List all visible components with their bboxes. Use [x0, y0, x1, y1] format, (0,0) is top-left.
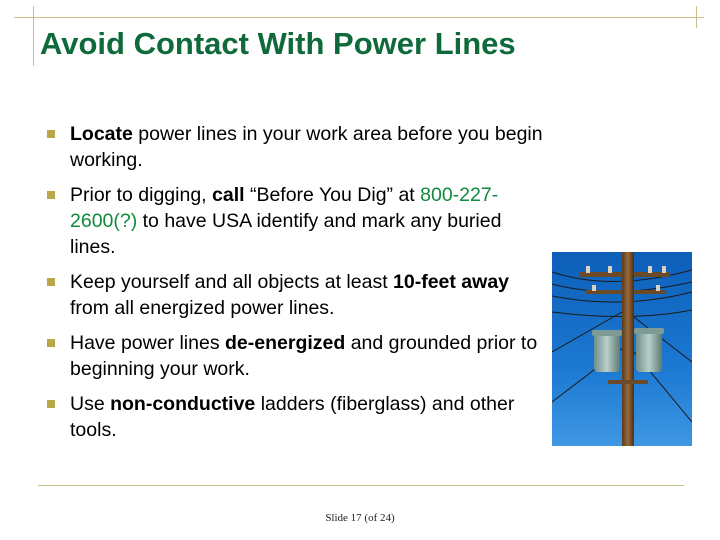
phone-number: 800-227-2600(?)	[70, 184, 499, 232]
bullet-text: from all energized power lines.	[70, 297, 335, 319]
bullet-text: Use	[70, 393, 111, 415]
bullet-text: Keep yourself and all objects at least	[70, 271, 394, 293]
bullet-emphasis: Locate	[70, 123, 133, 145]
bullet-text: Prior to digging,	[70, 184, 212, 206]
bullet-item	[45, 330, 545, 382]
bullet-list	[45, 121, 545, 452]
bullet-text: “Before You Dig” at	[244, 184, 421, 206]
bullet-text: power lines in your work area before you begin working.	[70, 123, 543, 171]
frame-bottom-line	[38, 485, 684, 486]
bullet-item	[45, 121, 545, 173]
bullet-emphasis: call	[212, 184, 245, 206]
frame-corner-tick	[696, 6, 697, 28]
frame-top-line	[14, 17, 704, 18]
slide-number: Slide 17 (of 24)	[325, 512, 395, 524]
bullet-emphasis: de-energized	[225, 332, 346, 354]
bullet-square-icon	[47, 400, 55, 408]
bullet-text: to have USA identify and mark any buried lines.	[70, 210, 502, 258]
bullet-text: ladders (fiberglass) and other tools.	[70, 393, 515, 441]
slide-title: Avoid Contact With Power Lines	[40, 26, 516, 61]
bullet-square-icon	[47, 339, 55, 347]
bullet-item	[45, 269, 545, 321]
bullet-item	[45, 182, 545, 260]
bullet-square-icon	[47, 278, 55, 286]
bullet-text: Have power lines	[70, 332, 225, 354]
bullet-text: and grounded prior to beginning your work.	[70, 332, 538, 380]
frame-left-line	[33, 6, 34, 66]
bullet-square-icon	[47, 191, 55, 199]
utility-pole-photo	[552, 252, 692, 446]
bullet-emphasis: 10-feet away	[393, 271, 510, 293]
utility-pole-icon	[552, 252, 692, 446]
bullet-emphasis: non-conductive	[110, 393, 256, 415]
bullet-item	[45, 391, 545, 443]
bullet-square-icon	[47, 130, 55, 138]
